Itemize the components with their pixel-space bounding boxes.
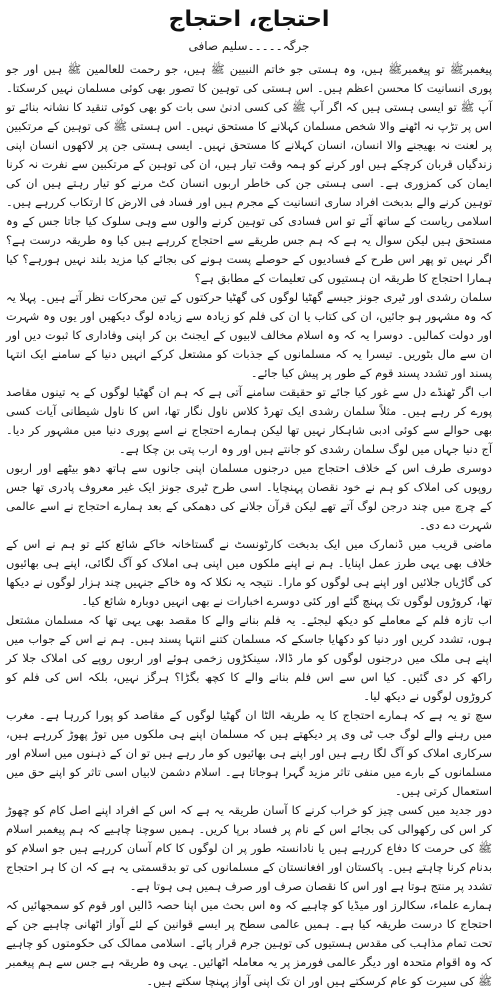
column-body — [6, 60, 492, 991]
column-paragraph: دور جدید میں کسی چیز کو خراب کرنے کا آسان طریقہ یہ ہے کہ اس کے افراد اپنے اصل کام کو چھوڑ کر اس کی رکھوالی کی بجائے اس کے نام پر فساد برپا کریں۔ ہمیں سوچنا چاہیے کہ ہم پیغمبر اسلام ﷺ کی حرمت کا دفاع کررہے ہیں یا نادانستہ طور پر ان لوگوں کا کام آسان کررہے ہیں جو اسلام کو بدنام کرنا چاہتے ہیں۔ پاکستان اور افغانستان کے مسلمانوں کی تو بدقسمتی یہ ہے کہ ان کا ہر احتجاج تشدد پر منتج ہوتا ہے اور اس کا نقصان صرف اور صرف ہمیں ہی ہوتا ہے۔ — [6, 803, 492, 893]
column-paragraph: سچ تو یہ ہے کہ ہمارے احتجاج کا یہ طریقہ الٹا ان گھٹیا لوگوں کے مقاصد کو پورا کررہا ہے۔ مغرب میں رہنے والے لوگ جب ٹی وی پر دیکھتے ہیں کہ مسلمان اپنے ہی ملکوں میں توڑ پھوڑ کررہے ہیں، سرکاری املاک کو آگ لگا رہے ہیں اور اپنے ہی بھائیوں کو مار رہے ہیں تو ان کے ذہنوں میں اسلام اور مسلمانوں کے بارے میں منفی تاثر مزید گہرا ہوجاتا ہے۔ اسلام دشمن لابیاں اسی تاثر کو اپنے حق میں استعمال کرتی ہیں۔ — [6, 708, 492, 798]
column-paragraph: پیغمبرﷺ تو پیغمبرﷺ ہیں، وہ ہستی جو خاتم النبیین ﷺ ہیں، جو رحمت للعالمین ﷺ ہیں اور جو پوری انسانیت کا محسن اعظم ہیں۔ اس ہستی کی توہین کا تصور بھی کوئی مسلمان نہیں کرسکتا۔ آپ ﷺ تو ایسی ہستی ہیں کہ اگر آپ ﷺ کی کسی ادنیٰ سی بات کو بھی کوئی تنقید کا نشانہ بنائے تو اس پر تڑپ نہ اٹھنے والا شخص مسلمان کہلانے کا مستحق نہیں۔ اس ہستی ﷺ کی توہین کے مرتکبین پر لعنت نہ بھیجنے والا انسان، انسان کہلانے کا مستحق نہیں۔ ایسی ہستی جن پر لاکھوں انسان اپنی زندگیاں قربان کرچکے ہیں اور کرنے کو ہمہ وقت تیار ہیں، ان کی توہین کے مرتکبین سے نفرت نہ کرنا ایمان کی کمزوری ہے۔ اسی ہستی جن کی خاطر اربوں انسان کٹ مرنے کو تیار رہتے ہیں ان کی توہین کرنے والے بدبخت افراد ساری انسانیت کے مجرم ہیں اور فساد فی الارض کا ارتکاب کررہے ہیں۔ — [5, 62, 492, 209]
column-paragraph: اسلامی ریاست کے ساتھ آئے تو اس فسادی کی توہین کرنے والوں سے وہی سلوک کیا جاتا جس کے وہ مستحق ہیں لیکن سوال یہ ہے کہ ہم جس طریقے سے احتجاج کررہے ہیں کیا وہ طریقہ درست ہے؟ اگر نہیں تو پھر اس طرح کے فسادیوں کے حوصلے پست ہونے کی بجائے کیا مزید بلند نہیں ہورہے؟ کیا ہمارا احتجاج کا طریقہ ان ہستیوں کی تعلیمات کے مطابق ہے؟ — [6, 214, 492, 285]
column-paragraph: سلمان رشدی اور ٹیری جونز جیسے گھٹیا لوگوں کی گھٹیا حرکتوں کے تین محرکات نظر آتے ہیں۔ پہلا یہ کہ وہ مشہور ہو جائیں، ان کی کتاب یا ان کی فلم کو زیادہ سے زیادہ لوگ دیکھیں اور یوں وہ شہرت اور دولت کمالیں۔ دوسرا یہ کہ وہ اسلام مخالف لابیوں کے ایجنٹ بن کر اپنی وفاداری کا ثبوت دیں اور ان سے مال بٹوریں۔ تیسرا یہ کہ مسلمانوں کے جذبات کو مشتعل کرکے انہیں دنیا کے سامنے ایک انتہا پسند اور تشدد پسند قوم کے طور پر پیش کیا جائے۔ — [6, 290, 492, 380]
column-paragraph: اب اگر ٹھنڈے دل سے غور کیا جائے تو حقیقت سامنے آتی ہے کہ ہم ان گھٹیا لوگوں کے یہ تینوں مقاصد پورے کر رہے ہیں۔ مثلاً سلمان رشدی ایک تھرڈ کلاس ناول نگار تھا، اس کا ناول شیطانی آیات کسی بھی حوالے سے کوئی ادبی شاہکار نہیں تھا لیکن ہمارے احتجاج نے اسے پوری دنیا میں مشہور کر دیا۔ آج دنیا جہاں میں لوگ سلمان رشدی کو جانتے ہیں اور وہ ارب پتی بن چکا ہے۔ — [6, 385, 492, 456]
column-byline: جرگہ۔۔۔۔۔سلیم صافی — [188, 39, 310, 53]
column-paragraph: دوسری طرف اس کے خلاف احتجاج میں درجنوں مسلمان اپنی جانوں سے ہاتھ دھو بیٹھے اور اربوں روپوں کی املاک کو ہم نے خود نقصان پہنچایا۔ اسی طرح ٹیری جونز ایک غیر معروف پادری تھا جس کے چرچ میں چند درجن لوگ آتے تھے لیکن قرآن جلانے کی دھمکی کے بعد ہمارے احتجاج نے اسے عالمی شہرت دے دی۔ — [6, 461, 492, 532]
column-paragraph: ہمارے علماء، سکالرز اور میڈیا کو چاہیے کہ وہ اس بحث میں اپنا حصہ ڈالیں اور قوم کو سمجھائیں کہ احتجاج کا درست طریقہ کیا ہے۔ ہمیں عالمی سطح پر ایسے قوانین کے لئے آواز اٹھانی چاہیے جن کے تحت تمام مذاہب کی مقدس ہستیوں کی توہین جرم قرار پائے۔ اسلامی ممالک کی حکومتوں کو چاہیے کہ وہ اقوام متحدہ اور دیگر عالمی فورمز پر یہ معاملہ اٹھائیں۔ یہی وہ طریقہ ہے جس سے ہم پیغمبر ﷺ کی سیرت کو عام کرسکتے ہیں اور ان تک اپنی آواز پہنچا سکتے ہیں۔ — [6, 898, 492, 988]
column-paragraph: اب تازہ فلم کے معاملے کو دیکھ لیجئے۔ یہ فلم بنانے والے کا مقصد بھی یہی تھا کہ مسلمان مشتعل ہوں، تشدد کریں اور دنیا کو دکھایا جاسکے کہ مسلمان کتنے انتہا پسند ہیں۔ ہم نے اس کے جواب میں اپنے ہی ملک میں درجنوں لوگوں کو مار ڈالا، سینکڑوں زخمی ہوئے اور اربوں روپے کی املاک جلا کر راکھ کر دی گئیں۔ کیا اس سے اس فلم بنانے والے کا کچھ بگڑا؟ ہرگز نہیں، بلکہ اس کی فلم کو کروڑوں لوگوں نے دیکھ لیا۔ — [6, 613, 492, 703]
column-headline: احتجاج، احتجاج — [168, 7, 330, 32]
column-paragraph: ماضی قریب میں ڈنمارک میں ایک بدبخت کارٹونسٹ نے گستاخانہ خاکے شائع کئے تو ہم نے اس کے خلاف بھی یہی طرز عمل اپنایا۔ ہم نے اپنے ملکوں میں اپنی ہی املاک کو آگ لگائی، اپنے ہی بھائیوں کی گاڑیاں جلائیں اور اپنے ہی لوگوں کو مارا۔ نتیجہ یہ نکلا کہ وہ خاکے جنہیں چند ہزار لوگوں نے دیکھا تھا، کروڑوں لوگوں تک پہنچ گئے اور کئی دوسرے اخبارات نے بھی انہیں دوبارہ شائع کیا۔ — [6, 537, 492, 608]
